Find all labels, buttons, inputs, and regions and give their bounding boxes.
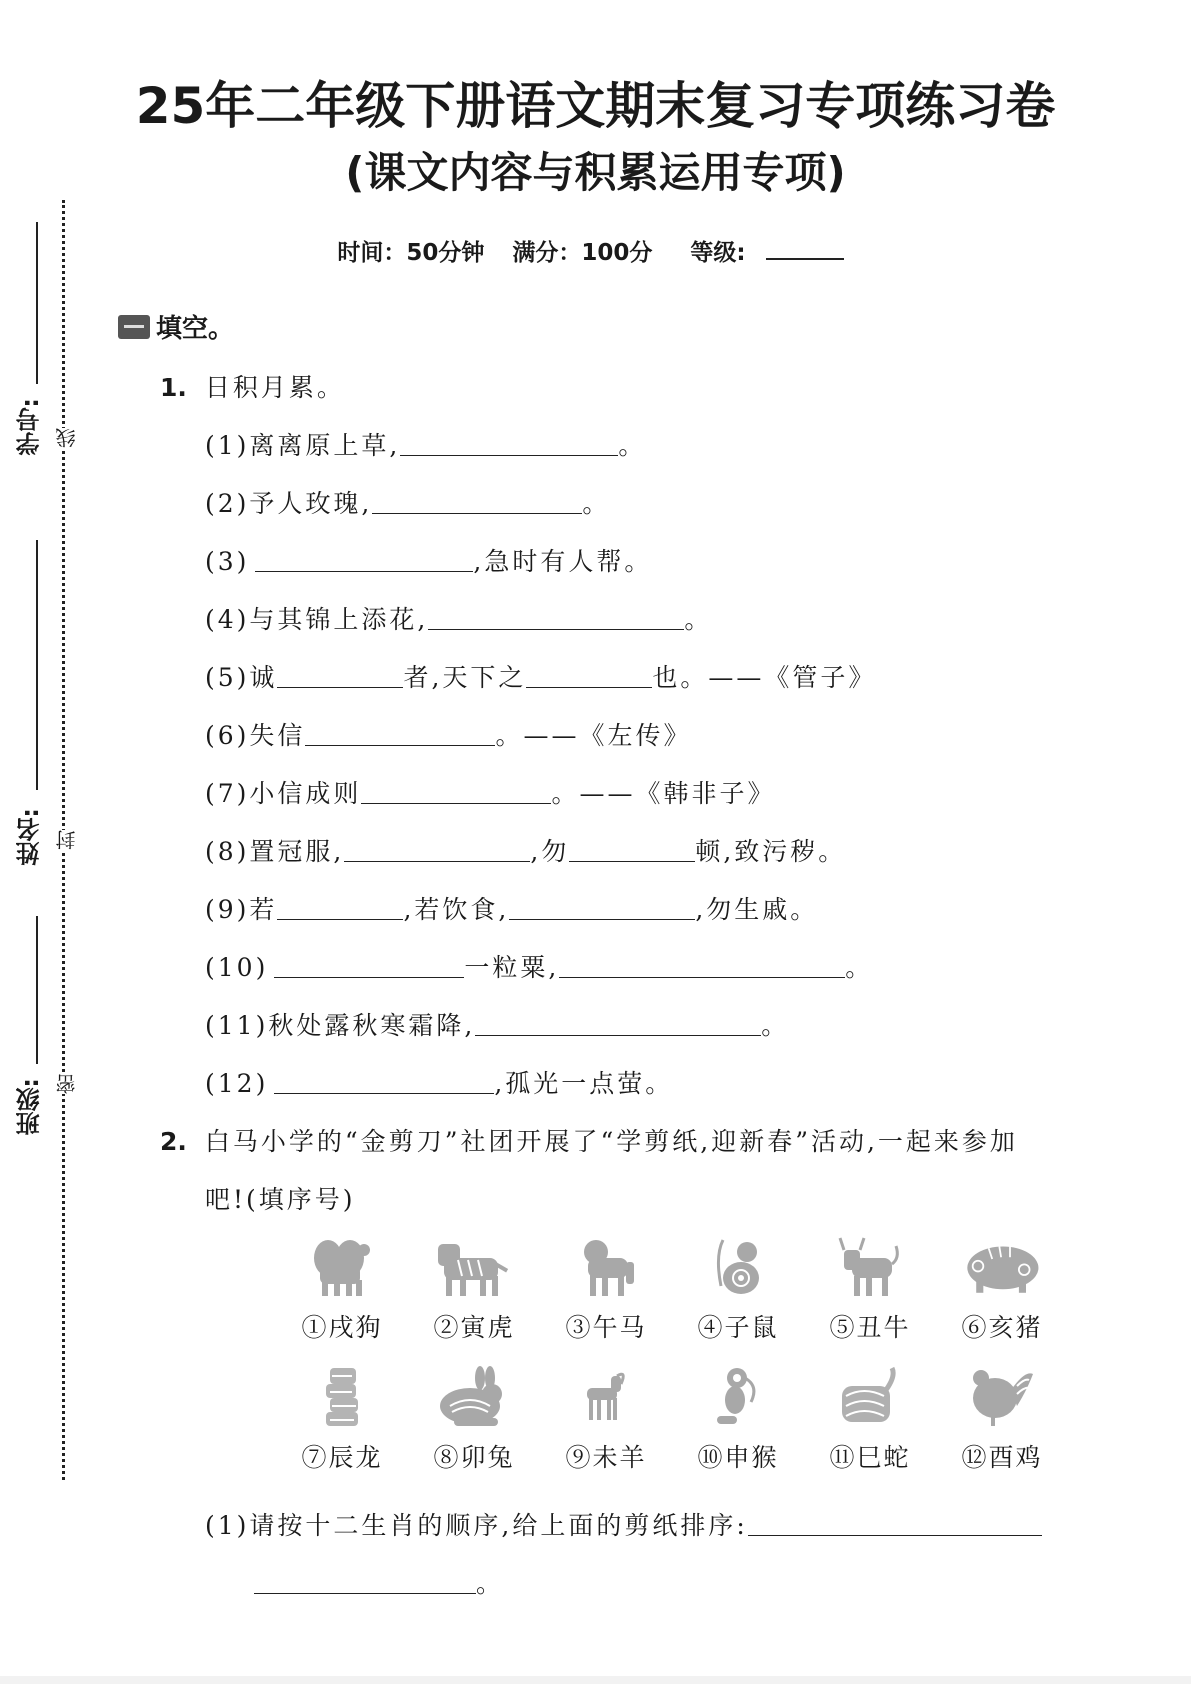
item-number: (11) [205, 1011, 269, 1040]
item-text: 。 [618, 431, 647, 460]
item-text: 也。——《管子》 [652, 663, 877, 692]
item-number: (5) [205, 663, 250, 692]
page-title: 25年二年级下册语文期末复习专项练习卷 [135, 77, 1056, 135]
answer-blank[interactable] [428, 607, 684, 630]
item-text: ,孤光一点萤。 [494, 1069, 674, 1098]
fill-item-1 [205, 426, 646, 462]
time-label: 时间：50分钟 [337, 240, 485, 266]
item-text: 。 [476, 1569, 505, 1598]
zodiac-card-goat [546, 1366, 666, 1474]
goat-papercut-icon [566, 1366, 646, 1428]
item-text: 诚 [249, 663, 278, 692]
student-id-blank[interactable] [36, 222, 38, 384]
item-text: 。——《韩非子》 [551, 779, 776, 808]
item-number: (1) [205, 1511, 250, 1540]
name-blank[interactable] [36, 540, 38, 790]
zodiac-label: ⑦辰龙 [301, 1443, 383, 1472]
item-text: ,若饮食, [403, 895, 510, 924]
exam-meta [0, 234, 1191, 267]
section-number-badge [118, 315, 150, 339]
monkey-papercut-icon [698, 1366, 778, 1428]
question-1-heading [160, 368, 345, 404]
answer-blank[interactable] [344, 839, 530, 862]
fill-item-12 [205, 1064, 673, 1100]
score-label: 满分：100分 [512, 240, 653, 266]
item-text: 。——《左传》 [495, 721, 692, 750]
student-id-label: 学号: [16, 398, 44, 456]
zodiac-card-rat [678, 1236, 798, 1344]
item-number: (2) [205, 489, 250, 518]
class-blank[interactable] [36, 916, 38, 1064]
question-2-text [160, 1122, 1018, 1158]
class-label: 班级: [16, 1078, 44, 1136]
item-text: 顿,致污秽。 [695, 837, 847, 866]
answer-blank[interactable] [361, 781, 551, 804]
question-2-sub-1 [205, 1506, 1042, 1542]
fill-item-10 [205, 948, 873, 984]
answer-blank[interactable] [277, 665, 403, 688]
fill-item-2 [205, 484, 610, 520]
fill-item-5 [205, 658, 876, 694]
item-text: 与其锦上添花, [249, 605, 429, 634]
section-heading [118, 308, 234, 345]
item-text: 予人玫瑰, [249, 489, 373, 518]
page-subtitle: (课文内容与积累运用专项) [345, 148, 846, 197]
answer-blank[interactable] [305, 723, 495, 746]
grade-label: 等级: [690, 240, 746, 266]
item-text: 。 [761, 1011, 790, 1040]
zodiac-label: ①戌狗 [301, 1313, 383, 1342]
item-text: ,急时有人帮。 [473, 547, 653, 576]
zodiac-label: ⑧卯兔 [433, 1443, 515, 1472]
item-text: 。 [845, 953, 874, 982]
zodiac-card-monkey [678, 1366, 798, 1474]
zodiac-card-rooster [942, 1366, 1062, 1474]
question-number: 1. [160, 373, 187, 402]
page-bottom-edge [0, 1676, 1191, 1684]
seal-word-seal: 封 [52, 830, 81, 850]
fill-item-4 [205, 600, 712, 636]
item-text: 离离原上草, [249, 431, 401, 460]
answer-blank[interactable] [274, 1071, 494, 1094]
item-number: (6) [205, 721, 250, 750]
item-text: 失信 [249, 721, 306, 750]
zodiac-row-1 [282, 1236, 1062, 1344]
snake-papercut-icon [830, 1366, 910, 1428]
dog-papercut-icon [302, 1236, 382, 1298]
fill-item-3 [205, 542, 652, 578]
answer-blank[interactable] [748, 1513, 1042, 1536]
seal-word-secret: 密 [52, 1074, 81, 1094]
answer-blank[interactable] [400, 433, 618, 456]
answer-blank[interactable] [277, 897, 403, 920]
zodiac-label: ⑥亥猪 [961, 1313, 1043, 1342]
item-number: (3) [205, 547, 250, 576]
item-text: 秋处露秋寒霜降, [268, 1011, 476, 1040]
zodiac-label: ②寅虎 [433, 1313, 515, 1342]
answer-blank[interactable] [372, 491, 582, 514]
horse-papercut-icon [566, 1236, 646, 1298]
zodiac-row-2 [282, 1366, 1062, 1474]
zodiac-label: ④子鼠 [697, 1313, 779, 1342]
answer-blank[interactable] [559, 955, 845, 978]
fill-item-6 [205, 716, 691, 752]
answer-blank-cont[interactable] [254, 1571, 476, 1594]
name-label: 姓名: [16, 808, 44, 866]
item-text: 小信成则 [249, 779, 362, 808]
item-number: (4) [205, 605, 250, 634]
fill-item-9 [205, 890, 818, 926]
answer-blank[interactable] [475, 1013, 761, 1036]
zodiac-card-horse [546, 1236, 666, 1344]
item-number: (7) [205, 779, 250, 808]
answer-blank[interactable] [509, 897, 695, 920]
seal-word-line: 线 [52, 428, 81, 448]
item-number: (10) [205, 953, 269, 982]
item-text: ,勿 [530, 837, 570, 866]
zodiac-label: ③午马 [565, 1313, 647, 1342]
rabbit-papercut-icon [434, 1366, 514, 1428]
item-text: 。 [582, 489, 611, 518]
item-number: (1) [205, 431, 250, 460]
dragon-papercut-icon [302, 1366, 382, 1428]
item-text: 者,天下之 [403, 663, 527, 692]
question-2-sub-1-cont [254, 1564, 504, 1600]
zodiac-label: ⑪巳蛇 [829, 1443, 911, 1472]
question-number: 2. [160, 1127, 187, 1156]
pig-papercut-icon [962, 1236, 1042, 1298]
item-number: (12) [205, 1069, 269, 1098]
zodiac-label: ⑨未羊 [565, 1443, 647, 1472]
answer-blank[interactable] [526, 665, 652, 688]
item-text: 。 [684, 605, 713, 634]
question-2-text-cont: 吧!(填序号) [205, 1185, 356, 1214]
section-title: 填空。 [156, 314, 235, 344]
zodiac-label: ⑩申猴 [697, 1443, 779, 1472]
answer-blank[interactable] [274, 955, 464, 978]
rat-papercut-icon [698, 1236, 778, 1298]
zodiac-card-ox [810, 1236, 930, 1344]
answer-blank[interactable] [569, 839, 695, 862]
ox-papercut-icon [830, 1236, 910, 1298]
zodiac-card-snake [810, 1366, 930, 1474]
grade-field[interactable] [680, 240, 853, 266]
rooster-papercut-icon [962, 1366, 1042, 1428]
item-text: 若 [249, 895, 278, 924]
fill-item-7 [205, 774, 775, 810]
item-text: 一粒粟, [464, 953, 560, 982]
item-text: 请按十二生肖的顺序,给上面的剪纸排序: [249, 1511, 748, 1540]
zodiac-card-dog [282, 1236, 402, 1344]
question-title: 日积月累。 [204, 373, 345, 402]
zodiac-card-rabbit [414, 1366, 534, 1474]
answer-blank[interactable] [255, 549, 473, 572]
fill-item-11 [205, 1006, 789, 1042]
grade-blank[interactable] [766, 238, 844, 260]
zodiac-card-dragon [282, 1366, 402, 1474]
fill-item-8 [205, 832, 846, 868]
item-number: (9) [205, 895, 250, 924]
item-text: ,勿生戚。 [695, 895, 819, 924]
question-text: 白马小学的“金剪刀”社团开展了“学剪纸,迎新春”活动,一起来参加 [204, 1127, 1018, 1156]
item-text: 置冠服, [249, 837, 345, 866]
zodiac-card-pig [942, 1236, 1062, 1344]
tiger-papercut-icon [434, 1236, 514, 1298]
zodiac-label: ⑫酉鸡 [961, 1443, 1043, 1472]
zodiac-label: ⑤丑牛 [829, 1313, 911, 1342]
zodiac-card-tiger [414, 1236, 534, 1344]
item-number: (8) [205, 837, 250, 866]
